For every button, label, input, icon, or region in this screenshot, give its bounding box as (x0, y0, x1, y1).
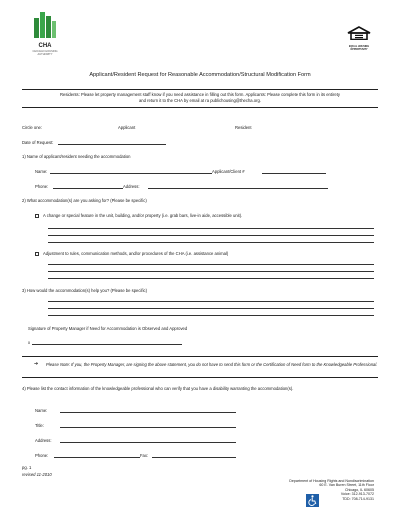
equal-housing-text: EQUAL HOUSING OPPORTUNITY (348, 45, 370, 51)
instructions-text: Residents: Please let property management staff know if you need assistance in filling out this form. Applicants: Please complete this form in its entirety and return it to the CHA by email at ra publichousing@thecha.org. (60, 92, 340, 103)
q2-option-b-text: Adjustment to rules, communication methods, and/or procedures of the CHA (i.e. assistance animal) (43, 251, 229, 256)
q1-name-field[interactable] (50, 173, 212, 174)
footer-dept: Department of Housing Rights and Nondiscrimination (289, 479, 374, 483)
q2-b-line-3[interactable] (48, 278, 374, 279)
accessibility-icon (306, 494, 319, 507)
note-arrow-icon: ➔ (34, 361, 39, 367)
q1-address-label: Address: (123, 184, 140, 189)
signature-x: x (28, 340, 31, 345)
signature-label: Signature of Property Manager if Need for Accommodation is Observed and Approved (28, 326, 188, 331)
q4-name-field[interactable] (60, 412, 236, 413)
q2-b-line-1[interactable] (48, 264, 374, 265)
q2-a-line-2[interactable] (48, 235, 374, 236)
footer-addr1: 60 E. Van Buren Street, 11th Floor (319, 483, 374, 488)
q2-option-b[interactable] (35, 251, 375, 256)
form-title: Applicant/Resident Request for Reasonable Accommodation/Structural Modification Form (89, 72, 311, 78)
page-number: pg. 1 (22, 465, 32, 470)
q1-label: 1) Name of applicant/resident needing the accommodation (22, 154, 131, 159)
q1-client-label: Applicant/Client # (212, 169, 245, 174)
q3-line-2[interactable] (48, 308, 374, 309)
footer-address-block (230, 479, 374, 501)
footer-tdd: TDD: 708-714-9131 (342, 496, 374, 501)
footer-addr2: Chicago, IL 60605 (344, 487, 374, 492)
q4-phone-field[interactable] (54, 457, 140, 458)
option-resident[interactable]: Resident (235, 125, 252, 130)
q3-line-1[interactable] (48, 301, 374, 302)
equal-housing-icon (344, 26, 374, 40)
q4-address-field[interactable] (60, 442, 236, 443)
q4-address-label: Address: (35, 438, 52, 443)
q4-name-label: Name: (35, 408, 48, 413)
q2-a-line-1[interactable] (48, 228, 374, 229)
q3-line-3[interactable] (48, 315, 374, 316)
q1-name-label: Name: (35, 169, 48, 174)
divider-top (22, 89, 378, 90)
q4-label: 4) Please list the contact information of the knowledgeable professional who can verify that you have a disability warranting the accommodation(s). (22, 386, 294, 391)
signature-field[interactable] (32, 344, 182, 345)
revised-date: revised 11-2010 (22, 472, 52, 477)
checkbox-icon[interactable] (35, 214, 39, 218)
note-divider-bottom (22, 377, 378, 378)
equal-housing-logo (344, 26, 374, 51)
circle-one-label: Circle one: (22, 125, 43, 130)
date-field[interactable] (58, 144, 166, 145)
option-applicant[interactable]: Applicant (118, 125, 136, 130)
checkbox-icon[interactable] (35, 252, 39, 256)
note-divider-top (22, 356, 378, 357)
q4-phone-label: Phone: (35, 453, 49, 458)
cha-logo (28, 12, 62, 56)
q2-b-line-2[interactable] (48, 271, 374, 272)
q2-option-a[interactable] (35, 213, 375, 218)
q1-phone-label: Phone: (35, 184, 49, 189)
divider-bottom (22, 107, 378, 108)
q4-fax-field[interactable] (152, 457, 236, 458)
q2-option-a-text: A change or special feature in the unit, building, and/or property (i.e. grab bars, live-in aide, accessible unit). (43, 213, 243, 218)
cha-logo-text: CHA (38, 43, 52, 49)
footer-voice: Voice: 312-913-7072 (340, 492, 374, 497)
date-label: Date of Request: (22, 140, 54, 145)
q3-label: 3) How would the accommodation(s) help you? (Please be specific) (22, 288, 147, 293)
q4-title-field[interactable] (60, 427, 236, 428)
q1-phone-field[interactable] (53, 188, 123, 189)
q2-a-line-3[interactable] (48, 242, 374, 243)
cha-logo-mark (28, 12, 62, 38)
q4-title-label: Title: (35, 423, 44, 428)
q4-fax-label: Fax: (140, 453, 149, 458)
q1-address-field[interactable] (148, 188, 328, 189)
q2-label: 2) What accommodation(s) are you asking for? (Please be specific) (22, 198, 147, 203)
note-text: Please Note: If you, the Property Manager, are signing the above statement, you do not have to send this form or the Certification of Need form to the Knowledgeable Professional. (46, 362, 378, 367)
q1-client-field[interactable] (262, 173, 326, 174)
cha-logo-subtext: CHICAGO HOUSING AUTHORITY (32, 50, 58, 56)
